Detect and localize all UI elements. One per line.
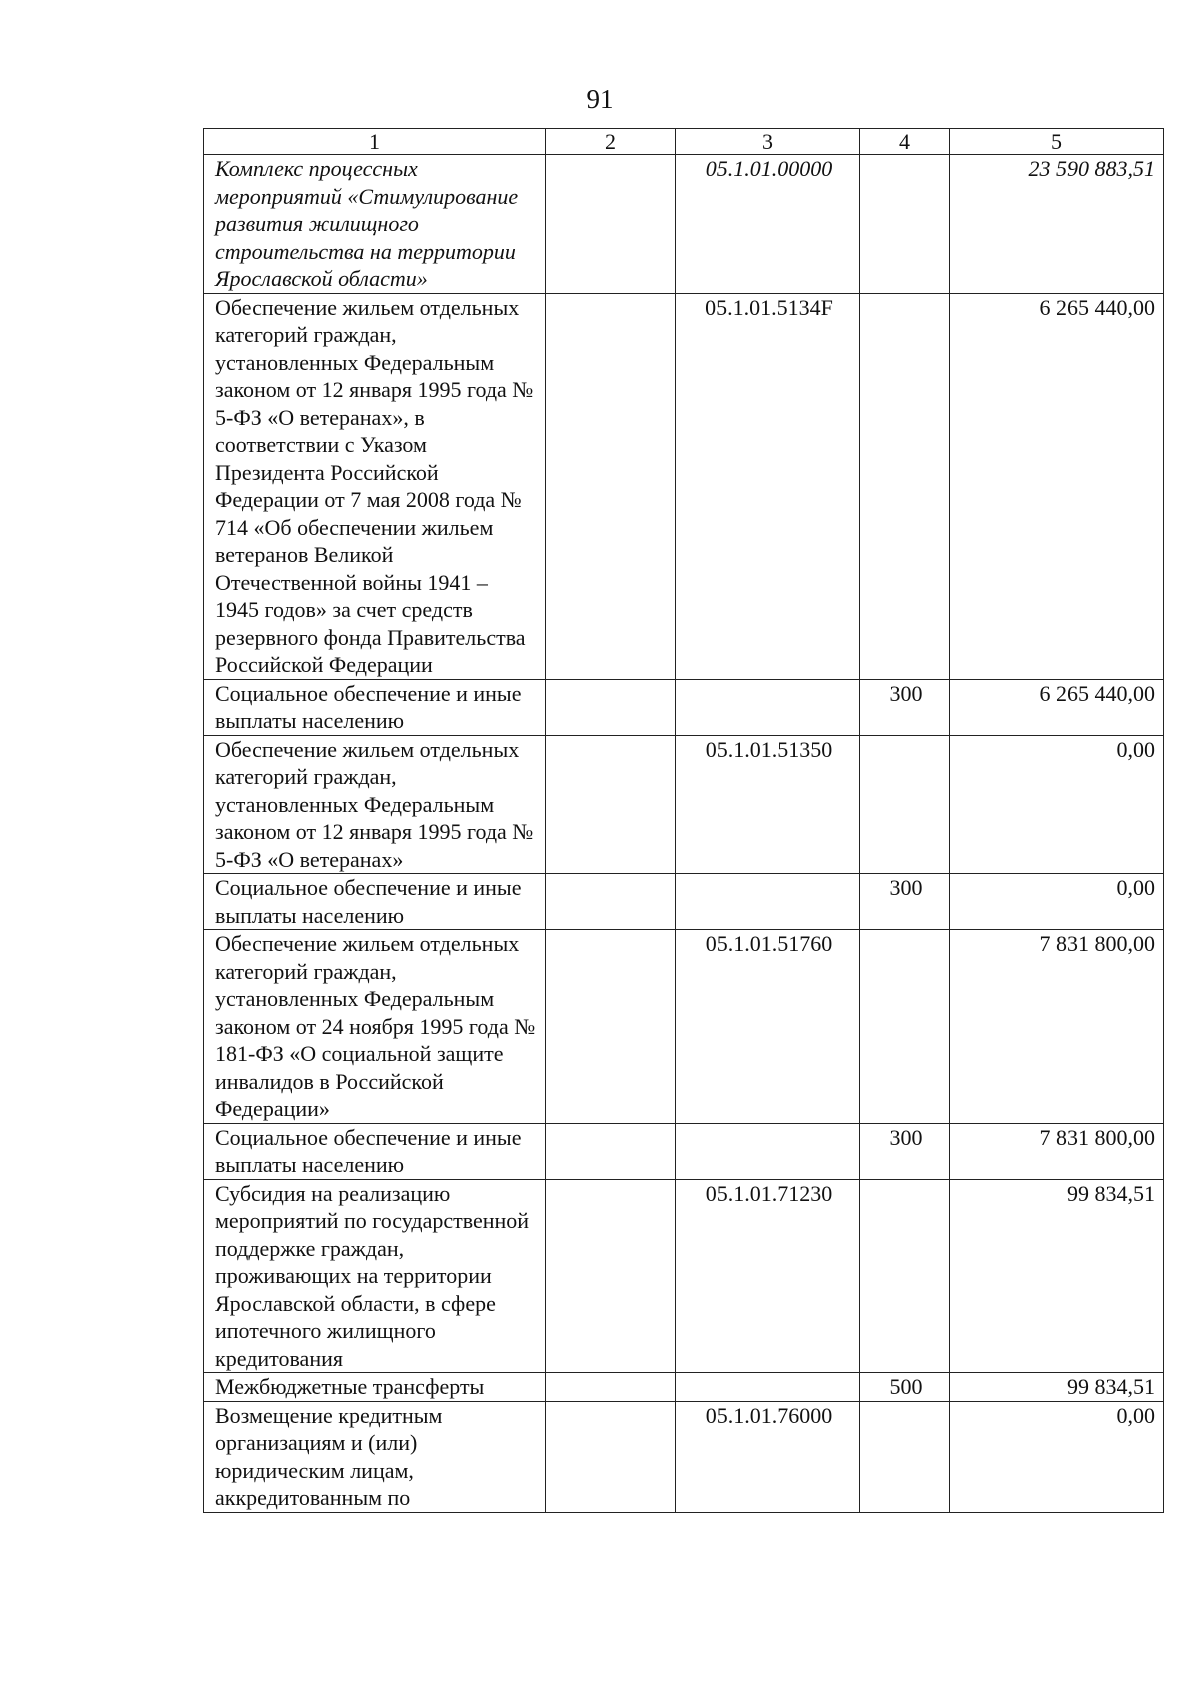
table-row bbox=[204, 1373, 1164, 1402]
row-col2 bbox=[546, 1123, 676, 1179]
row-name: Социальное обеспечение и иные выплаты населению bbox=[204, 874, 546, 930]
row-col2 bbox=[546, 1179, 676, 1373]
row-name: Обеспечение жильем отдельных категорий граждан, установленных Федеральным законом от 12 января 1995 года № 5-ФЗ «О ветеранах» bbox=[204, 735, 546, 874]
header-col-3: 3 bbox=[676, 129, 860, 155]
row-col2 bbox=[546, 1401, 676, 1512]
table-row bbox=[204, 930, 1164, 1124]
table-row bbox=[204, 155, 1164, 294]
header-col-2: 2 bbox=[546, 129, 676, 155]
row-col2 bbox=[546, 930, 676, 1124]
table-row bbox=[204, 874, 1164, 930]
row-expense-type bbox=[860, 155, 950, 294]
row-code bbox=[676, 1373, 860, 1402]
row-code: 05.1.01.5134F bbox=[676, 293, 860, 679]
row-expense-type: 500 bbox=[860, 1373, 950, 1402]
row-name: Обеспечение жильем отдельных категорий граждан, установленных Федеральным законом от 12 января 1995 года № 5-ФЗ «О ветеранах», в соответствии с Указом Президента Российской Федерации от 7 мая 2008 года № 714 «Об обеспечении жильем ветеранов Великой Отечественной войны 1941 – 1945 годов» за счет средств резервного фонда Правительства Российской Федерации bbox=[204, 293, 546, 679]
row-col2 bbox=[546, 679, 676, 735]
row-col2 bbox=[546, 874, 676, 930]
row-amount: 7 831 800,00 bbox=[950, 1123, 1164, 1179]
row-code: 05.1.01.76000 bbox=[676, 1401, 860, 1512]
row-amount: 99 834,51 bbox=[950, 1179, 1164, 1373]
table-body bbox=[204, 155, 1164, 1513]
row-code bbox=[676, 1123, 860, 1179]
row-code: 05.1.01.00000 bbox=[676, 155, 860, 294]
row-expense-type bbox=[860, 735, 950, 874]
row-amount: 0,00 bbox=[950, 874, 1164, 930]
table-header bbox=[204, 129, 1164, 155]
page-number: 91 bbox=[586, 84, 614, 114]
table-row bbox=[204, 1179, 1164, 1373]
row-name: Комплекс процессных мероприятий «Стимулирование развития жилищного строительства на территории Ярославской области» bbox=[204, 155, 546, 294]
budget-table bbox=[203, 128, 1164, 1513]
header-col-1: 1 bbox=[204, 129, 546, 155]
row-expense-type bbox=[860, 1179, 950, 1373]
row-expense-type bbox=[860, 930, 950, 1124]
row-name: Социальное обеспечение и иные выплаты населению bbox=[204, 1123, 546, 1179]
row-code: 05.1.01.51760 bbox=[676, 930, 860, 1124]
row-code bbox=[676, 679, 860, 735]
row-amount: 0,00 bbox=[950, 735, 1164, 874]
row-col2 bbox=[546, 735, 676, 874]
row-amount: 0,00 bbox=[950, 1401, 1164, 1512]
table-row bbox=[204, 293, 1164, 679]
header-col-4: 4 bbox=[860, 129, 950, 155]
row-amount: 6 265 440,00 bbox=[950, 293, 1164, 679]
header-col-5: 5 bbox=[950, 129, 1164, 155]
row-name: Возмещение кредитным организациям и (или) юридическим лицам, аккредитованным по bbox=[204, 1401, 546, 1512]
row-expense-type bbox=[860, 1401, 950, 1512]
row-col2 bbox=[546, 293, 676, 679]
table-row bbox=[204, 1401, 1164, 1512]
row-name: Обеспечение жильем отдельных категорий граждан, установленных Федеральным законом от 24 ноября 1995 года № 181-ФЗ «О социальной защите инвалидов в Российской Федерации» bbox=[204, 930, 546, 1124]
row-amount: 23 590 883,51 bbox=[950, 155, 1164, 294]
row-expense-type: 300 bbox=[860, 874, 950, 930]
row-expense-type: 300 bbox=[860, 679, 950, 735]
table-row bbox=[204, 1123, 1164, 1179]
row-expense-type bbox=[860, 293, 950, 679]
row-amount: 99 834,51 bbox=[950, 1373, 1164, 1402]
row-code bbox=[676, 874, 860, 930]
row-col2 bbox=[546, 1373, 676, 1402]
row-name: Межбюджетные трансферты bbox=[204, 1373, 546, 1402]
row-amount: 6 265 440,00 bbox=[950, 679, 1164, 735]
header-row bbox=[204, 129, 1164, 155]
row-code: 05.1.01.51350 bbox=[676, 735, 860, 874]
row-code: 05.1.01.71230 bbox=[676, 1179, 860, 1373]
row-amount: 7 831 800,00 bbox=[950, 930, 1164, 1124]
row-col2 bbox=[546, 155, 676, 294]
table-row bbox=[204, 679, 1164, 735]
table-row bbox=[204, 735, 1164, 874]
row-name: Субсидия на реализацию мероприятий по государственной поддержке граждан, проживающих на территории Ярославской области, в сфере ипотечного жилищного кредитования bbox=[204, 1179, 546, 1373]
row-name: Социальное обеспечение и иные выплаты населению bbox=[204, 679, 546, 735]
row-expense-type: 300 bbox=[860, 1123, 950, 1179]
